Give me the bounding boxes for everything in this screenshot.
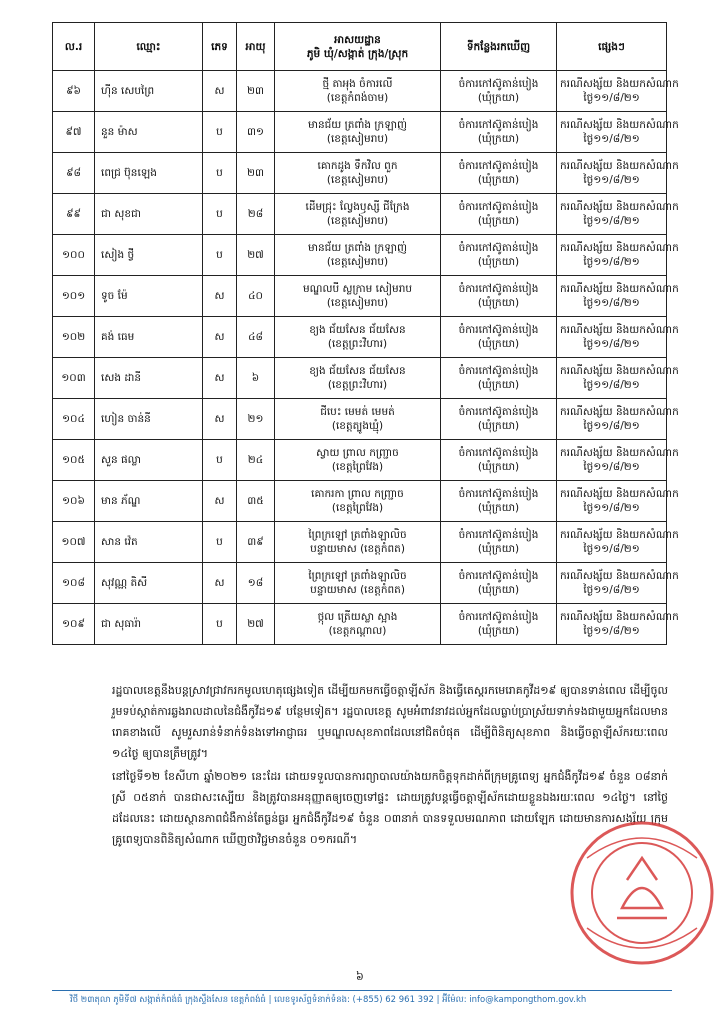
cell-place xyxy=(441,71,557,112)
table-row xyxy=(53,317,667,358)
cell-note xyxy=(557,317,679,358)
cell-address-line2: (ខេត្តកណ្តាល) xyxy=(328,625,387,637)
cell-note xyxy=(557,194,679,235)
paragraph-1: រដ្ឋបាលខេត្តនឹងបន្តស្រាវជ្រាវករកមូលហេតុផ្សេងទៀត ដើម្បីយកមកធ្វើចត្តាឡីស័ក និងធ្វើតេស្តរកមេរោគកូវីដ១៩ ឲ្យបានទាន់ពេល ដើម្បីចូលរួមទប់ស្កាត់ការឆ្លងរាលដាលនៃជំងឺកូវីដ១៩ បន្ថែមទៀត។ រដ្ឋបាលខេត្ត សូមអំពាវនាវដល់អ្នកដែលធ្លាប់ប្រាស្រ័យទាក់ទងជាមួយអ្នកដែលមានរោគខាងលើ សូមរួសរាន់ទំនាក់ទំនងទៅអាជ្ញាធរ ឬមណ្ឌលសុខភាពដែលនៅជិតបំផុត ដើម្បីពិនិត្យសុខភាព និងធ្វើចត្តាឡីស័ករយៈពេល ១៤ថ្ងៃ ឲ្យបានត្រឹមត្រូវ។ xyxy=(112,684,668,760)
cell-no: ៩៦ xyxy=(53,71,95,112)
header-place: ទីកន្លែងរកឃើញ xyxy=(441,23,557,71)
cell-place-line1: ចំការកៅស៊ូតាន់បៀង xyxy=(458,201,539,213)
cell-sex: ស xyxy=(203,563,237,604)
cell-note-line2: ថ្ងៃ១១/៨/២១ xyxy=(583,584,640,596)
table-row xyxy=(53,194,667,235)
cell-address-line2: (ខេត្តព្រះវិហារ) xyxy=(327,379,388,391)
cell-place xyxy=(441,522,557,563)
cell-place-line2: (ឃុំក្រយា) xyxy=(477,256,520,268)
cell-sex: ស xyxy=(203,317,237,358)
cell-note xyxy=(557,563,679,604)
cell-sex: ប xyxy=(203,522,237,563)
header-address-line1: អាសយដ្ឋាន xyxy=(334,33,381,46)
cell-note-line1: ករណីសង្ស័យ និងយកសំណាក xyxy=(560,78,679,90)
cell-place-line2: (ឃុំក្រយា) xyxy=(477,543,520,555)
cell-place-line1: ចំការកៅស៊ូតាន់បៀង xyxy=(458,611,539,623)
cell-note xyxy=(557,235,679,276)
cell-note-line1: ករណីសង្ស័យ និងយកសំណាក xyxy=(560,119,679,131)
header-age: អាយុ xyxy=(237,23,275,71)
cell-place-line2: (ឃុំក្រយា) xyxy=(477,420,520,432)
cell-note-line1: ករណីសង្ស័យ និងយកសំណាក xyxy=(560,406,679,418)
table-row xyxy=(53,112,667,153)
cell-place-line2: (ឃុំក្រយា) xyxy=(477,174,520,186)
cell-no: ១០២ xyxy=(53,317,95,358)
cell-no: ១០៦ xyxy=(53,481,95,522)
cell-place-line1: ចំការកៅស៊ូតាន់បៀង xyxy=(458,283,539,295)
cell-note xyxy=(557,276,679,317)
cell-note-line1: ករណីសង្ស័យ និងយកសំណាក xyxy=(560,611,679,623)
cell-note-line1: ករណីសង្ស័យ និងយកសំណាក xyxy=(560,324,679,336)
cell-place-line1: ចំការកៅស៊ូតាន់បៀង xyxy=(458,78,539,90)
page-number: ៦ xyxy=(356,970,364,983)
cell-no: ១០៩ xyxy=(53,604,95,645)
cell-note-line2: ថ្ងៃ១១/៨/២១ xyxy=(583,461,640,473)
cell-note-line2: ថ្ងៃ១១/៨/២១ xyxy=(583,215,640,227)
cell-no: ៩៧ xyxy=(53,112,95,153)
cell-age: ៣៥ xyxy=(237,481,275,522)
cell-place xyxy=(441,112,557,153)
cell-note-line2: ថ្ងៃ១១/៨/២១ xyxy=(583,256,640,268)
cell-name: សេង ដានី xyxy=(95,358,203,399)
cell-place xyxy=(441,153,557,194)
cell-note-line1: ករណីសង្ស័យ និងយកសំណាក xyxy=(560,160,679,172)
cell-place-line2: (ឃុំក្រយា) xyxy=(477,461,520,473)
cell-address-line2: (ខេត្តព្រៃវែង) xyxy=(331,502,384,514)
cell-address-line2: (ខេត្តសៀមរាប) xyxy=(326,133,389,145)
cell-note-line1: ករណីសង្ស័យ និងយកសំណាក xyxy=(560,283,679,295)
cell-address-line2: បន្ទាយមាស (ខេត្តកំពត) xyxy=(310,584,405,596)
cell-address xyxy=(275,235,441,276)
cell-place-line1: ចំការកៅស៊ូតាន់បៀង xyxy=(458,447,539,459)
cell-note xyxy=(557,604,679,645)
cell-note-line1: ករណីសង្ស័យ និងយកសំណាក xyxy=(560,201,679,213)
cell-no: ៩៩ xyxy=(53,194,95,235)
cell-place-line1: ចំការកៅស៊ូតាន់បៀង xyxy=(458,570,539,582)
cell-note-line1: ករណីសង្ស័យ និងយកសំណាក xyxy=(560,365,679,377)
cell-address-line1: ដើមជ្រុះ ល្វែងឫស្សី ជីក្រែង xyxy=(305,201,410,213)
cell-address-line2: (ខេត្តសៀមរាប) xyxy=(326,256,389,268)
cell-no: ១០៨ xyxy=(53,563,95,604)
cases-table xyxy=(52,22,679,645)
header-address-line2: ភូមិ ឃុំ/សង្កាត់ ក្រុង/ស្រុក xyxy=(306,47,409,60)
cell-address xyxy=(275,71,441,112)
cell-note-line2: ថ្ងៃ១១/៨/២១ xyxy=(583,174,640,186)
cell-note-line2: ថ្ងៃ១១/៨/២១ xyxy=(583,379,640,391)
cell-name: ជា សុធារ៉ា xyxy=(95,604,203,645)
cell-note xyxy=(557,153,679,194)
footer-contact: វិថី ២៣តុលា ភូមិទី៧ សង្កាត់កំពង់ធំ ក្រុងស្ទឹងសែន ខេត្តកំពង់ធំ | លេខទូរស័ព្ទទំនាក់ទំនង: (+855) 62 961 392 | អ៊ីម៉ែល: info@kampongthom.gov.kh xyxy=(70,995,587,1005)
table-row xyxy=(53,522,667,563)
cell-address xyxy=(275,440,441,481)
cell-age: ៣៩ xyxy=(237,522,275,563)
table-header-row xyxy=(53,23,667,71)
cell-address-line1: គោកដូង ទឹកវិល ពួក xyxy=(317,160,398,172)
cell-address-line2: (ខេត្តសៀមរាប) xyxy=(326,174,389,186)
cell-sex: ស xyxy=(203,399,237,440)
table-body xyxy=(53,71,679,645)
cell-sex: ស xyxy=(203,481,237,522)
cell-name: សុវណ្ណ តិសី xyxy=(95,563,203,604)
cell-place xyxy=(441,235,557,276)
cell-place-line2: (ឃុំក្រយា) xyxy=(477,92,520,104)
cell-place xyxy=(441,604,557,645)
cell-age: ២៣ xyxy=(237,71,275,112)
cell-address xyxy=(275,153,441,194)
table-row xyxy=(53,563,667,604)
cell-name: ជា សុខជា xyxy=(95,194,203,235)
cell-age: ២៧ xyxy=(237,604,275,645)
cell-name: មាន ភ័ណ្ឌ xyxy=(95,481,203,522)
cell-note xyxy=(557,522,679,563)
cell-place-line1: ចំការកៅស៊ូតាន់បៀង xyxy=(458,324,539,336)
header-address xyxy=(275,23,441,71)
cell-place-line1: ចំការកៅស៊ូតាន់បៀង xyxy=(458,119,539,131)
cell-name: ពេជ្រ ប៊ុនឡេង xyxy=(95,153,203,194)
cell-age: ២៣ xyxy=(237,153,275,194)
cell-note xyxy=(557,358,679,399)
cell-note-line1: ករណីសង្ស័យ និងយកសំណាក xyxy=(560,242,679,254)
cell-no: ១០១ xyxy=(53,276,95,317)
table-row xyxy=(53,276,667,317)
table-row xyxy=(53,604,667,645)
cell-address xyxy=(275,399,441,440)
cell-place xyxy=(441,440,557,481)
cell-address-line2: (ខេត្តកំពង់ចាម) xyxy=(326,92,389,104)
cell-address-line1: ថ្កុល ត្រើយស្លា ស្អាង xyxy=(317,611,398,623)
table-row xyxy=(53,71,667,112)
cell-note-line2: ថ្ងៃ១១/៨/២១ xyxy=(583,338,640,350)
cell-address-line2: បន្ទាយមាស (ខេត្តកំពត) xyxy=(310,543,405,555)
cell-age: ៤៨ xyxy=(237,317,275,358)
cell-no: ១០០ xyxy=(53,235,95,276)
cell-name: សៀង ថ្វី xyxy=(95,235,203,276)
cases-table-wrapper xyxy=(52,22,679,645)
cell-address xyxy=(275,276,441,317)
cell-age: ២១ xyxy=(237,399,275,440)
cell-note-line1: ករណីសង្ស័យ និងយកសំណាក xyxy=(560,529,679,541)
cell-address-line2: (ខេត្តព្រៃវែង) xyxy=(331,461,384,473)
cell-address-line1: ជីបេះ មេមត់ មេមត់ xyxy=(320,406,395,418)
cell-address xyxy=(275,522,441,563)
cell-name: នួន ម៉ាស xyxy=(95,112,203,153)
cell-place-line2: (ឃុំក្រយា) xyxy=(477,379,520,391)
cell-sex: ប xyxy=(203,112,237,153)
cell-place xyxy=(441,317,557,358)
cell-no: ១០៧ xyxy=(53,522,95,563)
cell-note-line2: ថ្ងៃ១១/៨/២១ xyxy=(583,133,640,145)
cell-note-line2: ថ្ងៃ១១/៨/២១ xyxy=(583,420,640,432)
cell-address-line1: ស្វាយ ព្រាល កញ្ជ្រាច xyxy=(316,447,399,459)
cell-place-line2: (ឃុំក្រយា) xyxy=(477,625,520,637)
cell-no: ១០៤ xyxy=(53,399,95,440)
cell-sex: ស xyxy=(203,358,237,399)
cell-note-line2: ថ្ងៃ១១/៨/២១ xyxy=(583,92,640,104)
cell-place-line2: (ឃុំក្រយា) xyxy=(477,297,520,309)
table-row xyxy=(53,153,667,194)
table-row xyxy=(53,358,667,399)
cell-note xyxy=(557,440,679,481)
cell-place xyxy=(441,481,557,522)
cell-note xyxy=(557,71,679,112)
cell-address-line1: គោករកា ព្រាល កញ្ជ្រាច xyxy=(311,488,404,500)
cell-place-line1: ចំការកៅស៊ូតាន់បៀង xyxy=(458,242,539,254)
cell-note xyxy=(557,112,679,153)
cell-name: ហៀន ចាន់នី xyxy=(95,399,203,440)
table-row xyxy=(53,399,667,440)
cell-address-line2: (ខេត្តព្រះវិហារ) xyxy=(327,338,388,350)
header-sex: ភេទ xyxy=(203,23,237,71)
table-row xyxy=(53,440,667,481)
cell-address-line1: មានជ័យ ត្រពាំង ក្រឡាញ់ xyxy=(307,119,408,131)
cell-age: ៣១ xyxy=(237,112,275,153)
cell-address-line1: ថ្មី តាអុង ចំការលើ xyxy=(322,78,393,90)
header-other: ផ្សេងៗ xyxy=(557,23,667,71)
cell-name: សួន ផល្លា xyxy=(95,440,203,481)
cell-note-line2: ថ្ងៃ១១/៨/២១ xyxy=(583,297,640,309)
cell-note-line1: ករណីសង្ស័យ និងយកសំណាក xyxy=(560,488,679,500)
cell-age: ២៧ xyxy=(237,235,275,276)
cell-place-line2: (ឃុំក្រយា) xyxy=(477,338,520,350)
cell-address xyxy=(275,481,441,522)
cell-address xyxy=(275,358,441,399)
cell-place-line1: ចំការកៅស៊ូតាន់បៀង xyxy=(458,365,539,377)
paragraph-2: នៅថ្ងៃទី១២ ខែសីហា ឆ្នាំ២០២១ នេះដែរ ដោយទទួលបានការព្យាបាលយ៉ាងយកចិត្តទុកដាក់ពីក្រុមគ្រូពេទ្យ អ្នកជំងឺកូវីដ១៩ ចំនួន ០៨នាក់ ស្រី ០៥នាក់ បានជាសះស្បើយ និងត្រូវបានអនុញ្ញាតឲ្យចេញទៅផ្ទះ ដោយត្រូវបន្តធ្វើចត្តាឡីស័កដោយខ្លួនឯងរយៈពេល ១៤ថ្ងៃ។ នៅថ្ងៃដដែលនេះ ដោយស្ថានភាពជំងឺកាន់តែធ្ងន់ធ្ងរ អ្នកជំងឺកូវីដ១៩ ចំនួន ០៣នាក់ បានទទួលមរណភាព ដោយឡែក ដោយមានការសង្ស័យ ក្រុមគ្រូពេទ្យបានពិនិត្យសំណាក ឃើញថាវិជ្ជមានចំនួន ០១ករណី។ xyxy=(112,770,668,846)
cell-address-line1: មណ្ឌលបី ស្លក្រាម សៀមរាប xyxy=(302,283,413,295)
cell-place-line1: ចំការកៅស៊ូតាន់បៀង xyxy=(458,529,539,541)
cell-place-line2: (ឃុំក្រយា) xyxy=(477,584,520,596)
cell-age: ២៤ xyxy=(237,440,275,481)
cell-note-line1: ករណីសង្ស័យ និងយកសំណាក xyxy=(560,570,679,582)
cell-name: គង់ ធេម xyxy=(95,317,203,358)
cell-age: ១៨ xyxy=(237,563,275,604)
cell-sex: ប xyxy=(203,153,237,194)
table-row xyxy=(53,235,667,276)
cell-place-line2: (ឃុំក្រយា) xyxy=(477,502,520,514)
cell-no: ៩៨ xyxy=(53,153,95,194)
cell-address-line1: ព្រៃក្រឡៅ ត្រពាំងឡាលិច xyxy=(308,570,407,582)
header-no: ល.រ xyxy=(53,23,95,71)
table-row xyxy=(53,481,667,522)
cell-sex: ប xyxy=(203,194,237,235)
cell-address xyxy=(275,317,441,358)
cell-name: ទូច ម៉ែ xyxy=(95,276,203,317)
cell-place-line1: ចំការកៅស៊ូតាន់បៀង xyxy=(458,160,539,172)
cell-note-line2: ថ្ងៃ១១/៨/២១ xyxy=(583,625,640,637)
cell-sex: ស xyxy=(203,71,237,112)
cell-address-line1: មានជ័យ ត្រពាំង ក្រឡាញ់ xyxy=(307,242,408,254)
cell-address xyxy=(275,194,441,235)
cell-address-line2: (ខេត្តត្បូងឃ្មុំ) xyxy=(331,420,384,432)
cell-place xyxy=(441,563,557,604)
cell-address-line1: ខ្យង ជ័យសែន ជ័យសែន xyxy=(309,365,406,377)
cell-address-line1: ខ្យង ជ័យសែន ជ័យសែន xyxy=(309,324,406,336)
cell-address-line2: (ខេត្តសៀមរាប) xyxy=(326,297,389,309)
cell-place xyxy=(441,194,557,235)
cell-age: ៦ xyxy=(237,358,275,399)
cell-address xyxy=(275,112,441,153)
cell-no: ១០៣ xyxy=(53,358,95,399)
cell-place-line2: (ឃុំក្រយា) xyxy=(477,133,520,145)
footer-divider xyxy=(52,990,672,991)
cell-note xyxy=(557,399,679,440)
cell-place xyxy=(441,399,557,440)
cell-address xyxy=(275,604,441,645)
cell-age: ២៨ xyxy=(237,194,275,235)
cell-name: ហ៊ីន សេបព្រៃ xyxy=(95,71,203,112)
cell-place xyxy=(441,276,557,317)
cell-name: សាន វ៉េត xyxy=(95,522,203,563)
cell-note-line1: ករណីសង្ស័យ និងយកសំណាក xyxy=(560,447,679,459)
cell-address xyxy=(275,563,441,604)
cell-no: ១០៥ xyxy=(53,440,95,481)
cell-sex: ស xyxy=(203,276,237,317)
header-name: ឈ្មោះ xyxy=(95,23,203,71)
cell-place-line1: ចំការកៅស៊ូតាន់បៀង xyxy=(458,406,539,418)
cell-sex: ប xyxy=(203,235,237,276)
cell-address-line1: ព្រៃក្រឡៅ ត្រពាំងឡាលិច xyxy=(308,529,407,541)
cell-note xyxy=(557,481,679,522)
cell-age: ៤០ xyxy=(237,276,275,317)
cell-place xyxy=(441,358,557,399)
cell-note-line2: ថ្ងៃ១១/៨/២១ xyxy=(583,502,640,514)
cell-sex: ប xyxy=(203,604,237,645)
cell-sex: ប xyxy=(203,440,237,481)
cell-address-line2: (ខេត្តសៀមរាប) xyxy=(326,215,389,227)
cell-place-line1: ចំការកៅស៊ូតាន់បៀង xyxy=(458,488,539,500)
cell-note-line2: ថ្ងៃ១១/៨/២១ xyxy=(583,543,640,555)
cell-place-line2: (ឃុំក្រយា) xyxy=(477,215,520,227)
official-seal-stamp xyxy=(567,818,717,968)
